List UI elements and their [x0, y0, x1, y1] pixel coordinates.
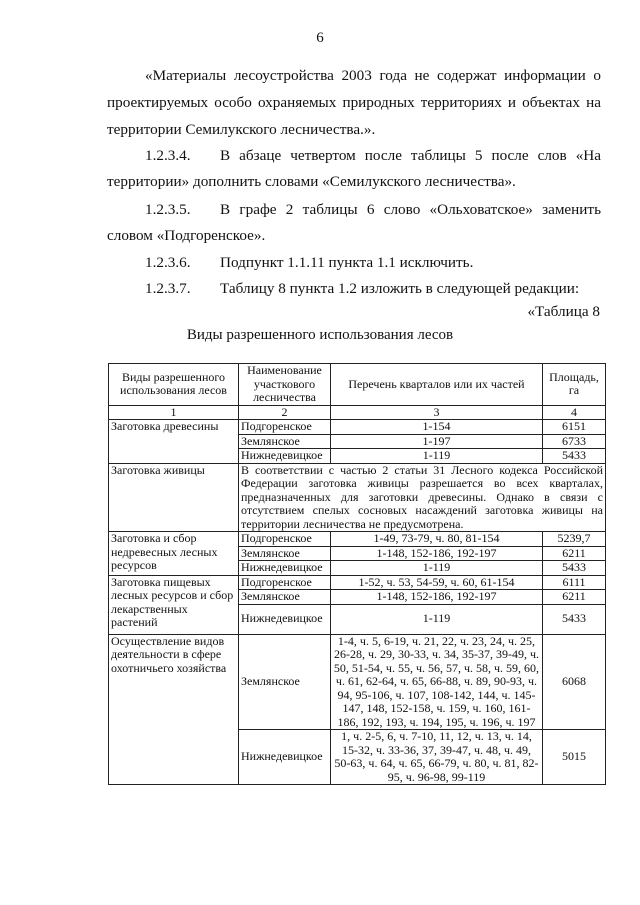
forestry-cell: Нижнедевицкое: [239, 604, 331, 634]
table-row: [109, 532, 606, 547]
use-cell: Заготовка живицы: [109, 463, 239, 532]
forestry-cell: Землянское: [239, 434, 331, 449]
use-cell: Осуществление видов деятельности в сфере охотничьего хозяйства: [109, 634, 239, 785]
permitted-uses-table: [108, 363, 605, 785]
column-number: 3: [331, 405, 543, 420]
quarters-cell: 1-197: [331, 434, 543, 449]
paragraph-1237-text: Таблицу 8 пункта 1.2 изложить в следующей редакции:: [220, 280, 580, 297]
paragraph-number-1234: 1.2.3.4.: [145, 147, 191, 164]
paragraph-1235-line-2: словом «Подгоренское».: [107, 227, 266, 244]
forestry-cell: Землянское: [239, 546, 331, 561]
paragraph-1234-line-2: территории» дополнить словами «Семилукского лесничества».: [107, 173, 516, 190]
forestry-cell: Землянское: [239, 634, 331, 730]
area-cell: 5015: [543, 730, 606, 785]
resin-note-cell: В соответствии с частью 2 статьи 31 Лесного кодекса Российской Федерации заготовка живицы разрешается во всех кварталах, предназначенных для заготовки древесины. Однако в связи с отсутствием спелых сосновых насаждений заготовка живицы на территории лесничества не предусмотрена.: [239, 463, 606, 532]
forestry-cell: Нижнедевицкое: [239, 730, 331, 785]
header-quarters: Перечень кварталов или их частей: [331, 364, 543, 406]
column-number-row: [109, 405, 606, 420]
forestry-cell: Нижнедевицкое: [239, 449, 331, 464]
quarters-cell: 1-154: [331, 420, 543, 435]
area-cell: 6111: [543, 575, 606, 590]
header-area: Площадь, га: [543, 364, 606, 406]
table-row: [109, 463, 606, 532]
quarters-cell: 1-119: [331, 604, 543, 634]
table-label: «Таблица 8: [527, 303, 600, 320]
quarters-cell: 1-119: [331, 449, 543, 464]
area-cell: 6151: [543, 420, 606, 435]
quote-line-1: «Материалы лесоустройства 2003 года не содержат информации о: [145, 67, 601, 84]
quarters-cell: 1, ч. 2-5, 6, ч. 7-10, 11, 12, ч. 13, ч. 14, 15-32, ч. 33-36, 37, 39-47, ч. 48, ч. 49, 50-63, ч. 64, ч. 65, 66-79, ч. 80, ч. 81, 82-95, ч. 96-98, 99-119: [331, 730, 543, 785]
table-row: [109, 634, 606, 730]
table-row: [109, 575, 606, 590]
area-cell: 5433: [543, 561, 606, 576]
use-cell: Заготовка древесины: [109, 420, 239, 464]
header-use: Виды разрешенного использования лесов: [109, 364, 239, 406]
area-cell: 5239,7: [543, 532, 606, 547]
column-number: 2: [239, 405, 331, 420]
area-cell: 5433: [543, 449, 606, 464]
area-cell: 6211: [543, 546, 606, 561]
forestry-cell: Подгоренское: [239, 420, 331, 435]
paragraph-1235-line-1: В графе 2 таблицы 6 слово «Ольховатское» заменить: [220, 201, 601, 218]
paragraph-1236-text: Подпункт 1.1.11 пункта 1.1 исключить.: [220, 254, 474, 271]
area-cell: 6211: [543, 590, 606, 605]
column-number: 1: [109, 405, 239, 420]
table-row: [109, 420, 606, 435]
column-number: 4: [543, 405, 606, 420]
page-number: 6: [316, 30, 324, 46]
quote-line-2: проектируемых особо охраняемых природных территориях и объектах на: [107, 94, 601, 111]
quarters-cell: 1-52, ч. 53, 54-59, ч. 60, 61-154: [331, 575, 543, 590]
header-row: [109, 364, 606, 406]
paragraph-number-1237: 1.2.3.7.: [145, 280, 191, 297]
use-cell: Заготовка и сбор недревесных лесных ресурсов: [109, 532, 239, 576]
paragraph-number-1235: 1.2.3.5.: [145, 201, 191, 218]
area-cell: 6733: [543, 434, 606, 449]
forestry-cell: Подгоренское: [239, 575, 331, 590]
area-cell: 6068: [543, 634, 606, 730]
quarters-cell: 1-49, 73-79, ч. 80, 81-154: [331, 532, 543, 547]
forestry-cell: Подгоренское: [239, 532, 331, 547]
forestry-cell: Землянское: [239, 590, 331, 605]
quote-line-3: территории Семилукского лесничества.».: [107, 121, 376, 138]
forestry-cell: Нижнедевицкое: [239, 561, 331, 576]
area-cell: 5433: [543, 604, 606, 634]
quarters-cell: 1-4, ч. 5, 6-19, ч. 21, 22, ч. 23, 24, ч. 25, 26-28, ч. 29, 30-33, ч. 34, 35-37, 39-49, ч. 50, 51-54, ч. 55, ч. 56, 57, ч. 58, ч. 59, 60, ч. 61, 62-64, ч. 65, 66-88, ч. 89, 90-93, ч. 94, 95-106, ч. 107, 108-142, 144, ч. 145-147, 148, 152-158, ч. 159, ч. 160, 161-186, 192, 193, ч. 194, 195, ч. 196, ч. 197: [331, 634, 543, 730]
table-caption: Виды разрешенного использования лесов: [186, 327, 454, 343]
use-cell: Заготовка пищевых лесных ресурсов и сбор лекарственных растений: [109, 575, 239, 634]
quarters-cell: 1-119: [331, 561, 543, 576]
header-forestry: Наименование участкового лесничества: [239, 364, 331, 406]
paragraph-number-1236: 1.2.3.6.: [145, 254, 191, 271]
paragraph-1234-line-1: В абзаце четвертом после таблицы 5 после слов «На: [220, 147, 601, 164]
quarters-cell: 1-148, 152-186, 192-197: [331, 546, 543, 561]
quarters-cell: 1-148, 152-186, 192-197: [331, 590, 543, 605]
